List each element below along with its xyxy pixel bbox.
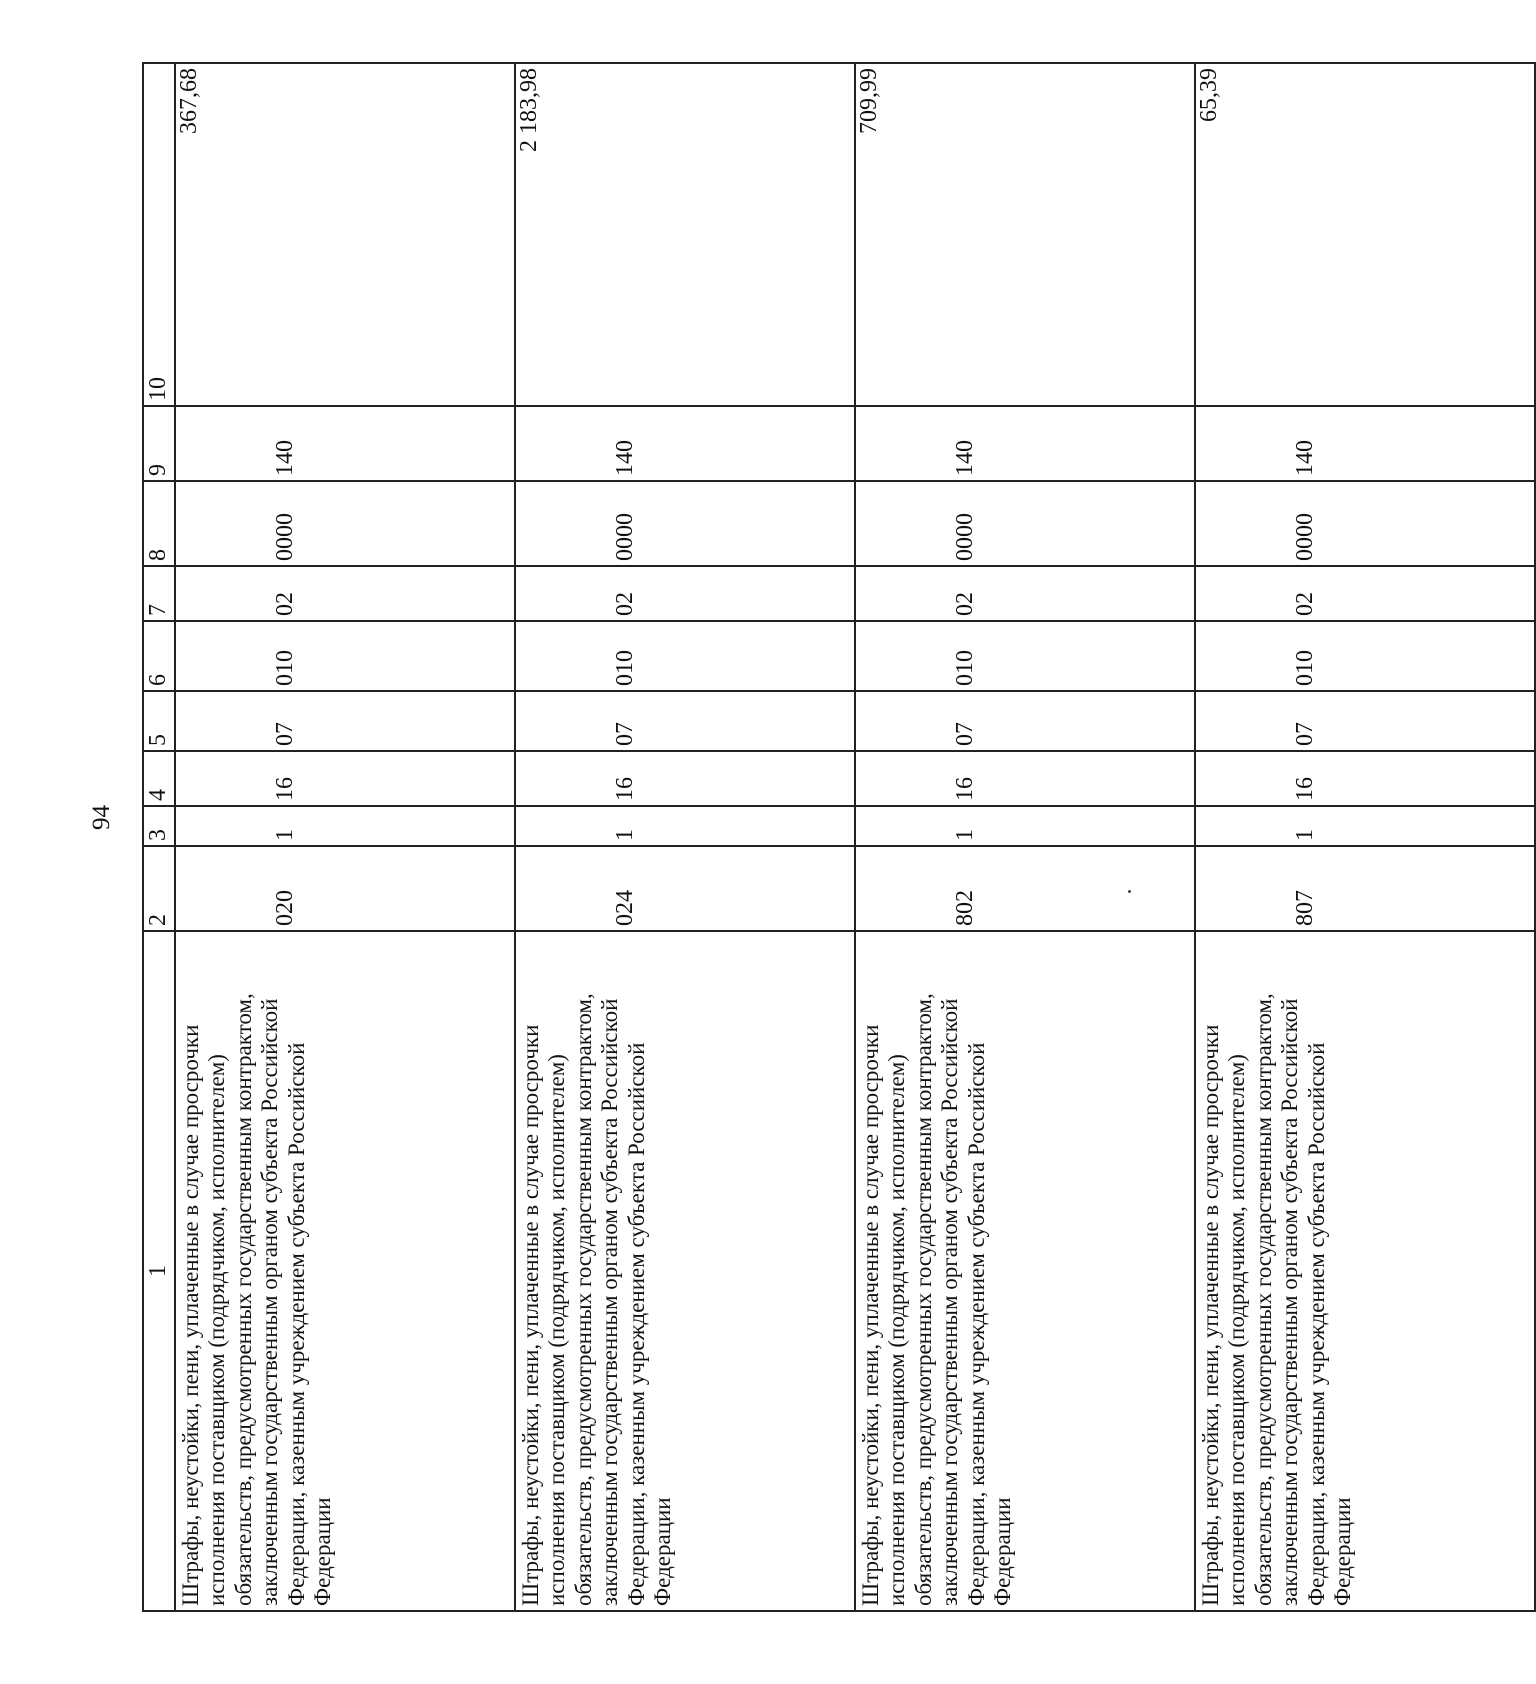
budget-table-container [142, 64, 1356, 1612]
admin-code-cell: 020 [175, 846, 515, 931]
element-code-cell: 02 [855, 566, 1195, 621]
admin-code-cell: 802 [855, 846, 1195, 931]
header-cell: 9 [143, 406, 175, 481]
budget-classification-table [142, 62, 1536, 1612]
subgroup-code-cell: 16 [175, 751, 515, 806]
economic-code-cell: 140 [175, 406, 515, 481]
program-code-cell: 0000 [1195, 481, 1535, 566]
subarticle-code-cell: 010 [855, 621, 1195, 691]
table-row [515, 63, 855, 1611]
table-row [175, 63, 515, 1611]
header-cell: 7 [143, 566, 175, 621]
description-cell: Штрафы, неустойки, пени, уплаченные в случае просрочки исполнения поставщиком (подрядчиком, исполнителем) обязательств, предусмотренных государственным контрактом, заключенным государственным органом субъекта Российской Федерации, казенным учреждением субъекта Российской Федерации [175, 931, 515, 1611]
element-code-cell: 02 [515, 566, 855, 621]
program-code-cell: 0000 [175, 481, 515, 566]
table-row [855, 63, 1195, 1611]
header-cell: 6 [143, 621, 175, 691]
subgroup-code-cell: 16 [855, 751, 1195, 806]
admin-code-cell: 807 [1195, 846, 1535, 931]
economic-code-cell: 140 [855, 406, 1195, 481]
header-cell: 1 [143, 931, 175, 1611]
subgroup-code-cell: 16 [515, 751, 855, 806]
article-code-cell: 07 [175, 691, 515, 751]
amount-cell: 367,68 [175, 63, 515, 406]
program-code-cell: 0000 [855, 481, 1195, 566]
header-cell: 2 [143, 846, 175, 931]
group-code-cell: 1 [515, 806, 855, 846]
subgroup-code-cell: 16 [1195, 751, 1535, 806]
economic-code-cell: 140 [1195, 406, 1535, 481]
article-code-cell: 07 [855, 691, 1195, 751]
group-code-cell: 1 [855, 806, 1195, 846]
description-cell: Штрафы, неустойки, пени, уплаченные в случае просрочки исполнения поставщиком (подрядчиком, исполнителем) обязательств, предусмотренных государственным контрактом, заключенным государственным органом субъекта Российской Федерации, казенным учреждением субъекта Российской Федерации [1195, 931, 1535, 1611]
table-row [1195, 63, 1535, 1611]
article-code-cell: 07 [1195, 691, 1535, 751]
page-number: 94 [88, 805, 115, 830]
element-code-cell: 02 [175, 566, 515, 621]
scan-speck [1128, 890, 1131, 893]
subarticle-code-cell: 010 [515, 621, 855, 691]
header-cell: 8 [143, 481, 175, 566]
element-code-cell: 02 [1195, 566, 1535, 621]
header-cell: 4 [143, 751, 175, 806]
header-cell: 10 [143, 63, 175, 406]
subarticle-code-cell: 010 [175, 621, 515, 691]
amount-cell: 709,99 [855, 63, 1195, 406]
amount-cell: 2 183,98 [515, 63, 855, 406]
amount-cell: 65,39 [1195, 63, 1535, 406]
group-code-cell: 1 [1195, 806, 1535, 846]
group-code-cell: 1 [175, 806, 515, 846]
economic-code-cell: 140 [515, 406, 855, 481]
header-cell: 5 [143, 691, 175, 751]
description-cell: Штрафы, неустойки, пени, уплаченные в случае просрочки исполнения поставщиком (подрядчиком, исполнителем) обязательств, предусмотренных государственным контрактом, заключенным государственным органом субъекта Российской Федерации, казенным учреждением субъекта Российской Федерации [855, 931, 1195, 1611]
program-code-cell: 0000 [515, 481, 855, 566]
admin-code-cell: 024 [515, 846, 855, 931]
subarticle-code-cell: 010 [1195, 621, 1535, 691]
article-code-cell: 07 [515, 691, 855, 751]
description-cell: Штрафы, неустойки, пени, уплаченные в случае просрочки исполнения поставщиком (подрядчиком, исполнителем) обязательств, предусмотренных государственным контрактом, заключенным государственным органом субъекта Российской Федерации, казенным учреждением субъекта Российской Федерации [515, 931, 855, 1611]
header-cell: 3 [143, 806, 175, 846]
table-header-row [143, 63, 175, 1611]
